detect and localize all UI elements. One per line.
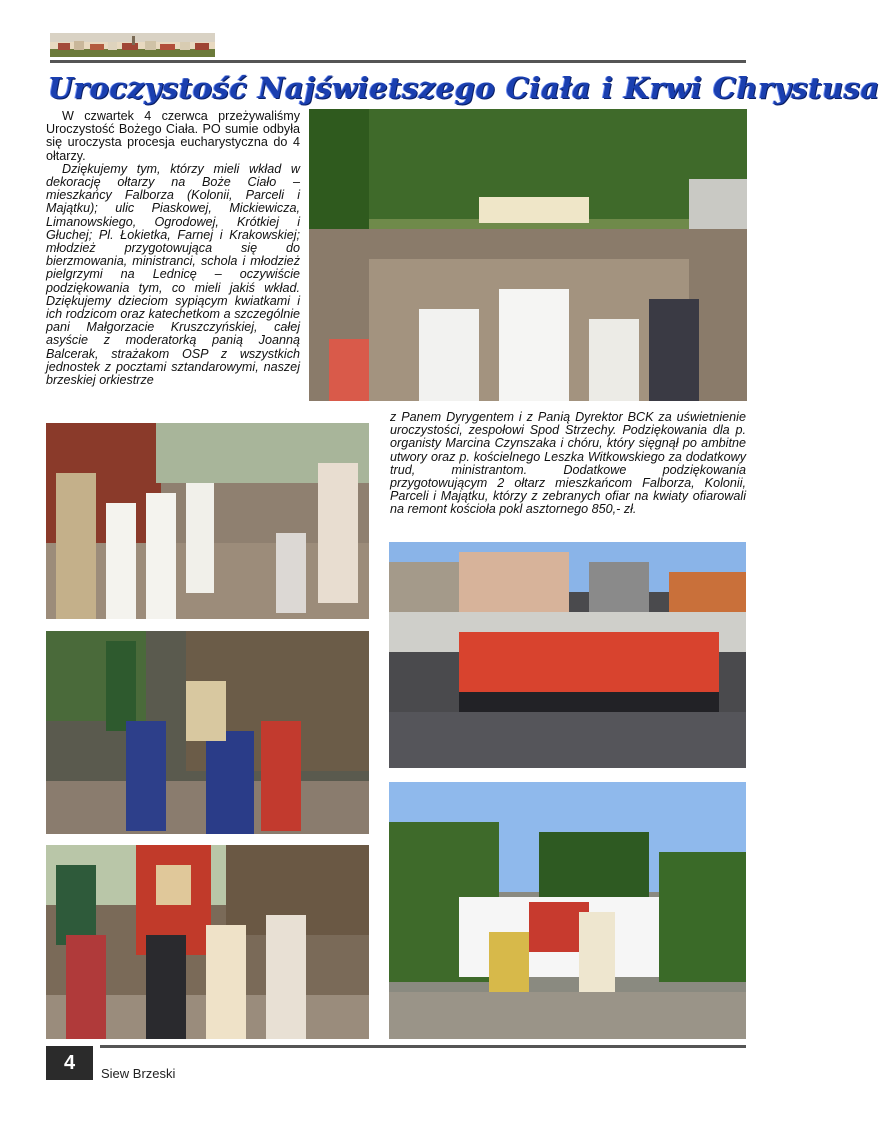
folk-costume-women-photo bbox=[46, 631, 369, 834]
article-text-continuation: z Panem Dyrygentem i z Panią Dyrektor BCK za uświetnienie uroczystości, zespołowi Spod Strzechy. Podziękowania dla p. organisty Marcina Czynszaka i chóru, który sięgnął po ambitne utwory oraz p. kościelnego Leszka Witkowskiego za dodatkowy trud, ministrantom. Dodatkowe podziękowania przygotowującym 2 ołtarz mieszkańcom Falborza, Kolonii, Parceli i Majątku, którzy z zebranych ofiar na kwiaty ofiarowali na remont kościoła pokl asztornego 850,- zł. bbox=[390, 410, 746, 517]
top-rule bbox=[50, 60, 746, 63]
article-text-left bbox=[46, 110, 300, 420]
children-flower-girls-photo bbox=[46, 423, 369, 619]
page-number: 4 bbox=[46, 1046, 93, 1080]
town-panorama-icon bbox=[50, 33, 215, 57]
magazine-name: Siew Brzeski bbox=[101, 1066, 176, 1081]
brass-band-march-photo bbox=[389, 542, 746, 768]
banners-youth-photo bbox=[46, 845, 369, 1039]
article-title: Uroczystość Najświetszego Ciała i Krwi Chrystusa bbox=[48, 71, 880, 105]
outdoor-altar-photo bbox=[389, 782, 746, 1039]
bottom-rule bbox=[100, 1045, 746, 1048]
procession-crowd-photo bbox=[309, 109, 747, 401]
header-banner bbox=[50, 33, 215, 57]
paragraph-2: Dziękujemy tym, którzy mieli wkład w dekorację ołtarzy na Boże Ciało – mieszkańcy Falborza (Kolonii, Parceli i Majątku); ulic Piaskowej, Mickiewicza, Limanowskiego, Ogrodowej, Krótkiej i Głuchej; Pl. Łokietka, Farnej i Krakowskiej; młodzież przygotowująca się do bierzmowania, ministranci, schola i młodzież pielgrzymi na Lednicę – oczywiście podziękowania tym, co mieli jakiś wkład. Dziękujemy dzieciom sypiącym kwiatkami i ich rodzicom oraz katechetkom a szczególnie pani Małgorzacie Kruszczyńskiej, całej asyście z moderatorką panią Joanną Balcerak, strażakom OSP z wszystkich jednostek z pocztami sztandarowymi, naszej brzeskiej orkiestrze bbox=[46, 161, 300, 388]
paragraph-1: W czwartek 4 czerwca przeżywaliśmy Uroczystość Bożego Ciała. PO sumie odbyła się uroczysta procesja eucharystyczna do 4 ołtarzy. bbox=[46, 109, 300, 163]
